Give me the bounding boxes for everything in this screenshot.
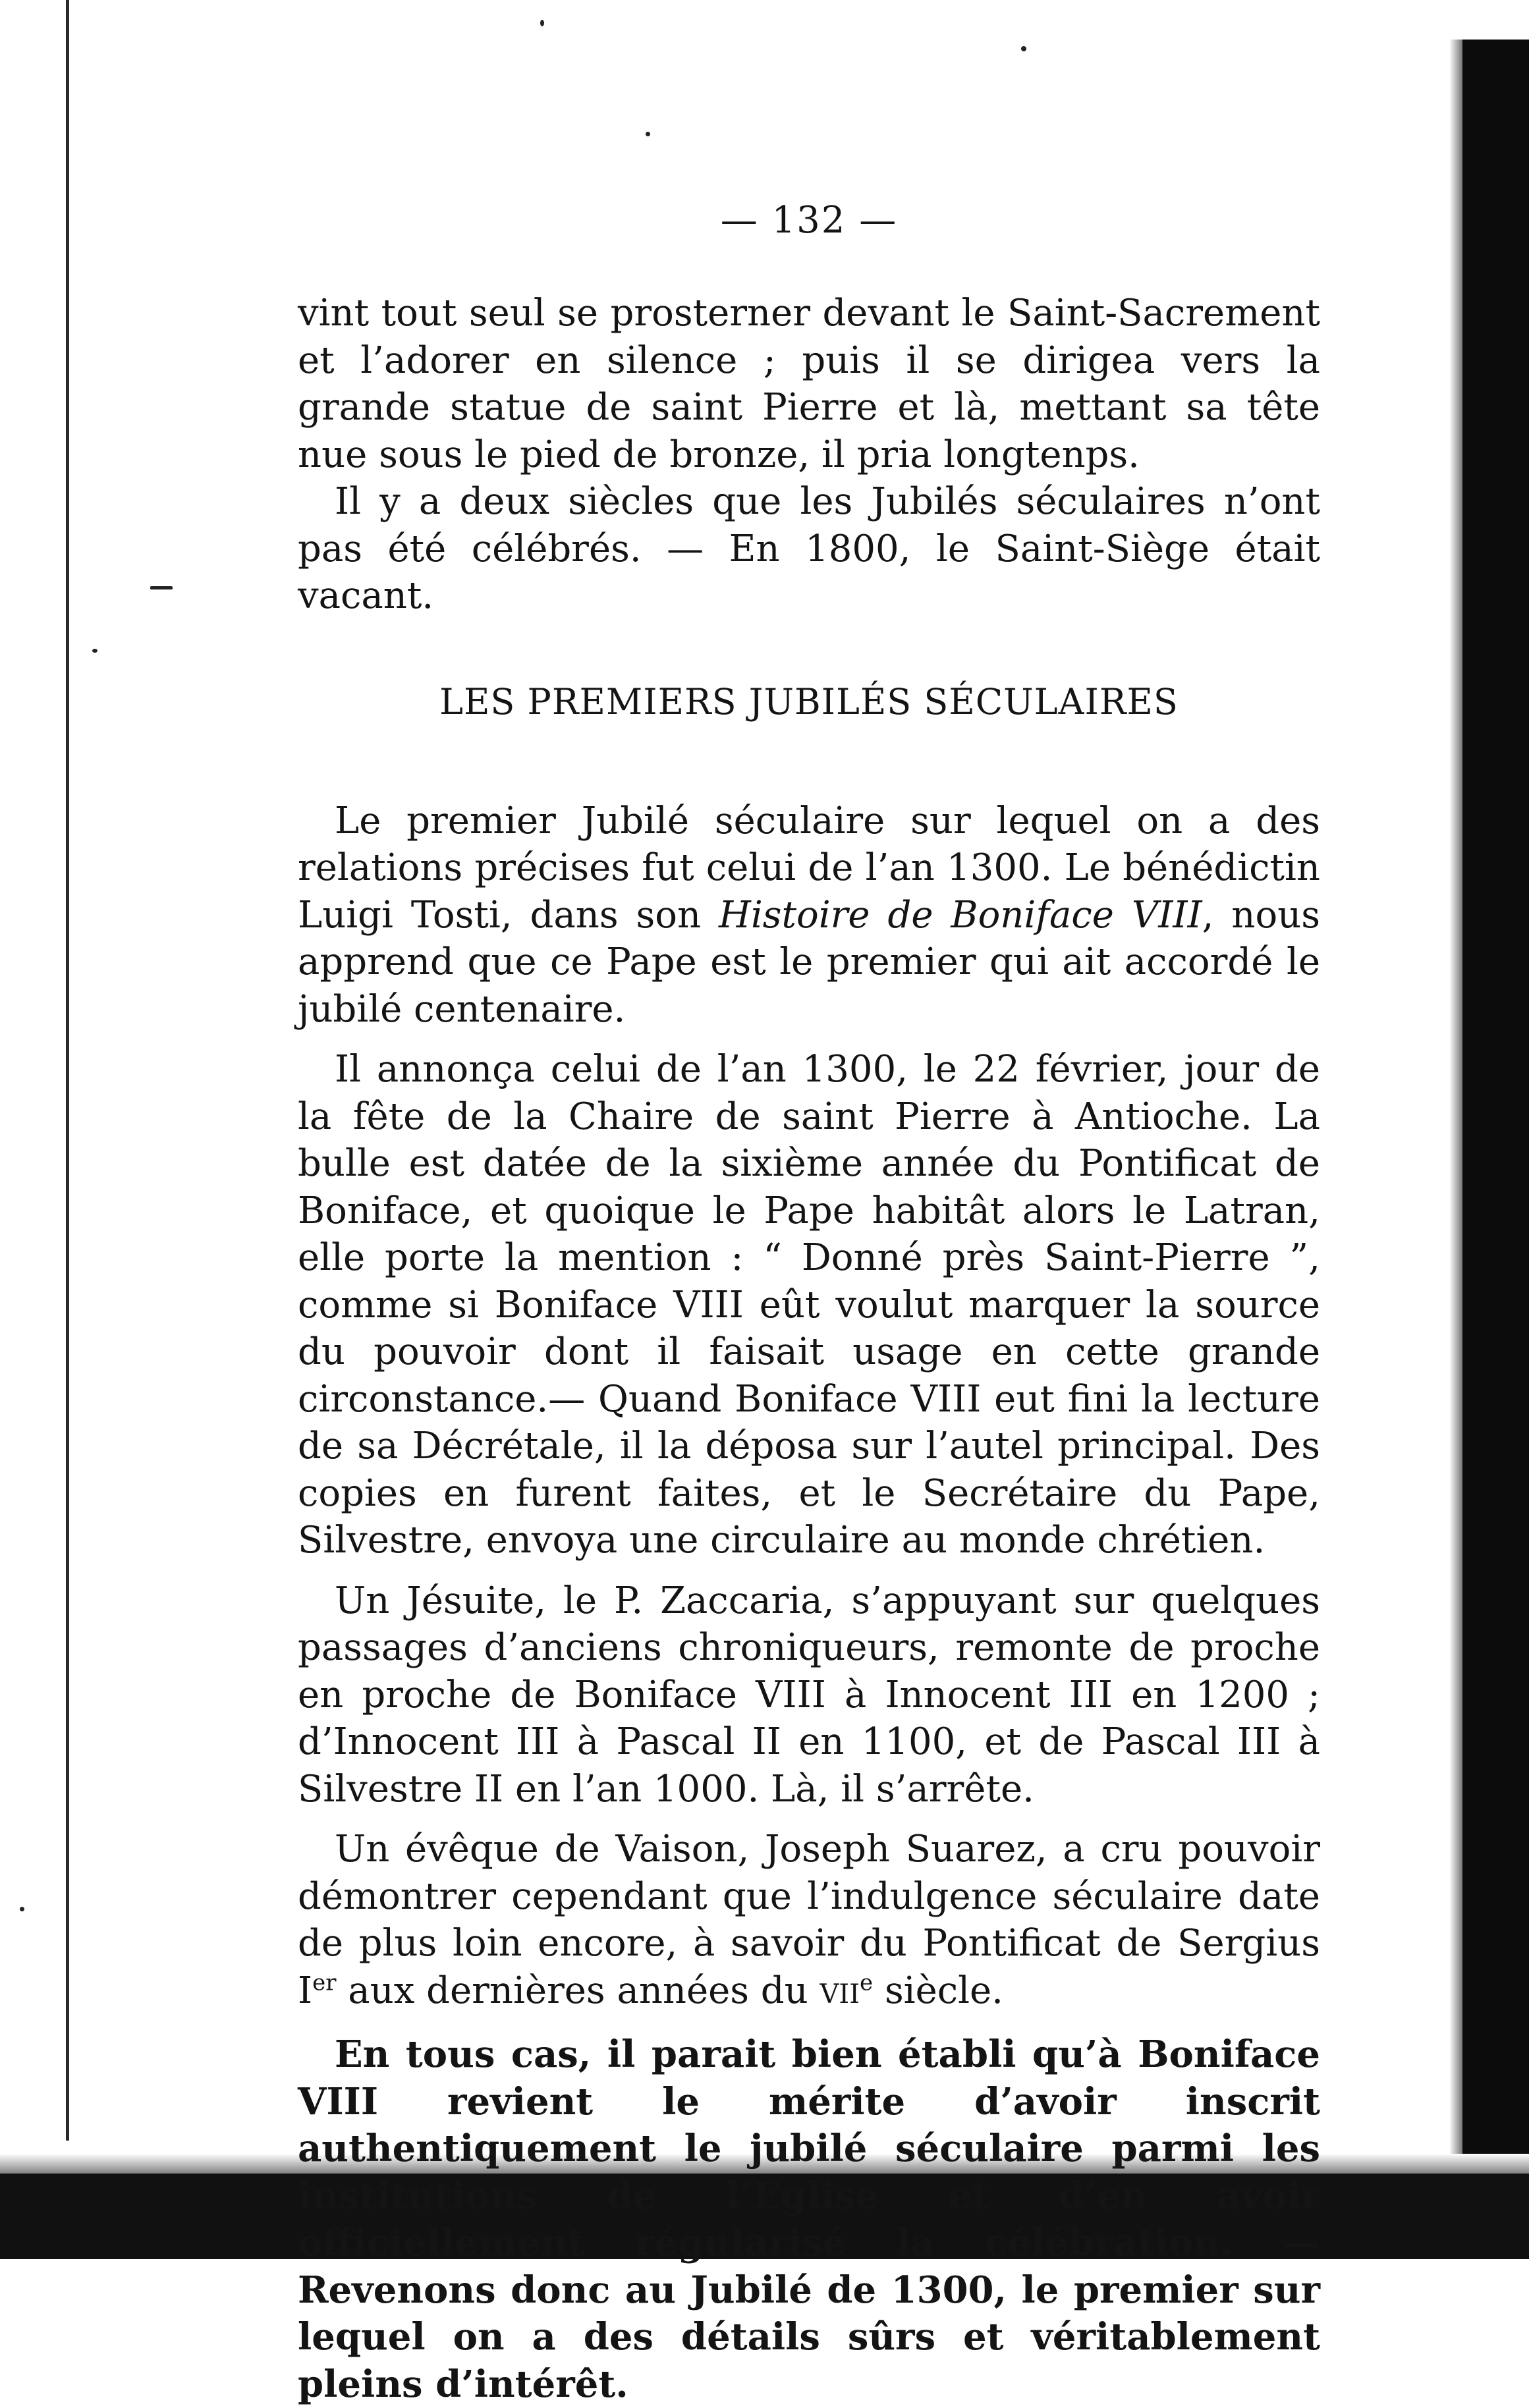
scan-speck <box>150 586 173 589</box>
paragraph-3-text-b: , nous apprend que ce Pape est le premier qui ait accordé le jubilé centenaire. <box>298 893 1321 1031</box>
paragraph-5: Un Jésuite, le P. Zaccaria, s’appuyant sur quelques passages d’anciens chroniqueurs, remonte de proche en proche de Boniface VIII à Innocent III en 1200 ; d’Innocent III à Pascal II en 1100, et de Pascal III à Silvestre II en l’an 1000. Là, il s’arrête. <box>298 1579 1320 1811</box>
paragraph-2: Il y a deux siècles que les Jubilés séculaires n’ont pas été célébrés. — En 1800, le Saint-Siège était vacant. <box>298 480 1320 617</box>
superscript-er: er <box>312 1969 337 1996</box>
section-heading: LES PREMIERS JUBILÉS SÉCULAIRES <box>439 680 1179 723</box>
paragraph-4: Il annonça celui de l’an 1300, le 22 février, jour de la fête de la Chaire de saint Pierre à Antioche. La bulle est datée de la sixième année du Pontificat de Boniface, et quoique le Pape habitât alors le Latran, elle porte la mention : “ Donné près Saint-Pierre ”, comme si Boniface VIII eût voulut marquer la source du pouvoir dont il faisait usage en cette grande circonstance.— Quand Boniface VIII eut fini la lecture de sa Décrétale, il la déposa sur l’autel principal. Des copies en furent faites, et le Secrétaire du Pape, Silvestre, envoya une circulaire au monde chrétien. <box>298 1048 1320 1562</box>
century-numeral: VII <box>820 1979 860 2010</box>
paragraph-3-text-a: Le premier Jubilé séculaire sur lequel on a des relations précises fut celui de l’an 1300. Le bénédictin Luigi Tosti, dans son <box>298 799 1320 937</box>
left-margin-rule <box>66 0 69 2141</box>
superscript-e: e <box>860 1969 874 1996</box>
text-block <box>298 198 1320 2408</box>
paragraph-6-text-a: Un évêque de Vaison, Joseph Suarez, a cru pouvoir démontrer cependant que l’indulgence séculaire date de plus loin encore, à savoir du Pontificat de Sergius I <box>298 1828 1320 2012</box>
book-title: Histoire de Boniface VIII <box>719 893 1202 937</box>
page-number: — 132 — <box>720 199 898 242</box>
paragraph-6-text-b: aux dernières années du <box>336 1969 820 2012</box>
scan-speck <box>92 649 97 653</box>
paragraph-3 <box>298 798 1320 1033</box>
paragraph-6 <box>298 1826 1320 2018</box>
paragraph-6-text-c: siècle. <box>873 1969 1003 2012</box>
right-scan-edge <box>1462 40 1529 2226</box>
scan-speck <box>1021 46 1026 51</box>
paragraph-1: vint tout seul se prosterner devant le Saint-Sacrement et l’adorer en silence ; puis il se dirigea vers la grande statue de saint Pierre et là, mettant sa tête nue sous le pied de bronze, il pria longtenps. <box>298 292 1320 476</box>
scan-speck <box>646 132 650 136</box>
scan-speck <box>540 20 544 26</box>
paragraph-7: En tous cas, il parait bien établi qu’à Boniface VIII revient le mérite d’avoir inscrit authentiquement le jubilé séculaire parmi les institutions de l’Eglise et d’en avoir officiellement régularisé la célébration. — Revenons donc au Jubilé de 1300, le premier sur lequel on a des détails sûrs et véritablement pleins d’intérêt. <box>298 2033 1320 2406</box>
scan-speck <box>20 1907 24 1911</box>
